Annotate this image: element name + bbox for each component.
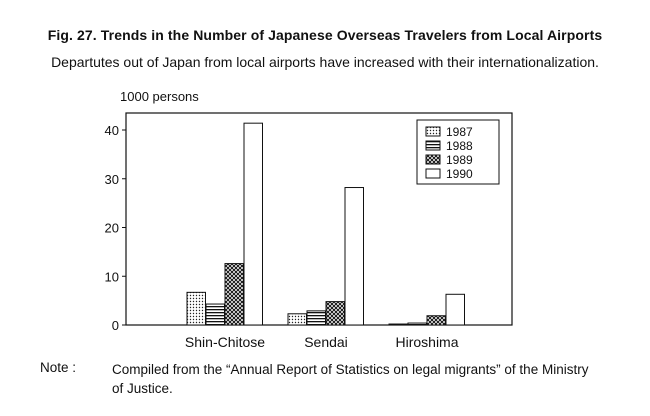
legend xyxy=(417,120,499,184)
legend-swatch-1990 xyxy=(426,169,440,178)
x-tick-label: Sendai xyxy=(304,334,348,350)
bar-1990-sendai xyxy=(345,188,364,325)
chart-title: Fig. 27. Trends in the Number of Japanese Overseas Travelers from Local Airports xyxy=(47,27,603,43)
bar-1988-hiroshima xyxy=(408,323,427,325)
y-tick-label: 20 xyxy=(104,220,119,236)
legend-label-1988: 1988 xyxy=(446,139,473,153)
bar-1988-sendai xyxy=(307,311,326,325)
x-tick-label: Hiroshima xyxy=(395,334,459,350)
bar-1987-sendai xyxy=(288,314,307,325)
bar-1988-shin-chitose xyxy=(206,304,225,325)
chart-subtitle: Departutes out of Japan from local airports have increased with their internationalization. xyxy=(51,54,599,70)
x-tick-labels xyxy=(185,334,459,350)
legend-swatch-1987 xyxy=(426,127,440,136)
y-axis-label: 1000 persons xyxy=(120,89,199,104)
bar-1989-sendai xyxy=(326,302,345,325)
x-tick-label: Shin-Chitose xyxy=(184,334,266,350)
note-label: Note : xyxy=(40,360,77,375)
bar-1987-shin-chitose xyxy=(187,292,206,325)
bar-1989-shin-chitose xyxy=(225,264,244,325)
bar-1990-hiroshima xyxy=(446,294,465,325)
bar-1989-hiroshima xyxy=(427,316,446,325)
y-tick-label: 10 xyxy=(104,269,119,285)
legend-label-1987: 1987 xyxy=(446,125,473,139)
legend-swatch-1988 xyxy=(426,141,440,150)
legend-swatch-1989 xyxy=(426,155,440,164)
bar-1990-shin-chitose xyxy=(244,123,263,325)
bar-1987-hiroshima xyxy=(389,324,408,325)
note-text: Compiled from the “Annual Report of Statistics on legal migrants” of the Ministry of Justice. xyxy=(112,362,589,396)
y-tick-label: 40 xyxy=(104,123,119,138)
legend-label-1989: 1989 xyxy=(446,153,473,167)
legend-label-1990: 1990 xyxy=(446,167,473,181)
y-tick-label: 30 xyxy=(104,171,119,187)
y-tick-label: 0 xyxy=(111,318,119,333)
